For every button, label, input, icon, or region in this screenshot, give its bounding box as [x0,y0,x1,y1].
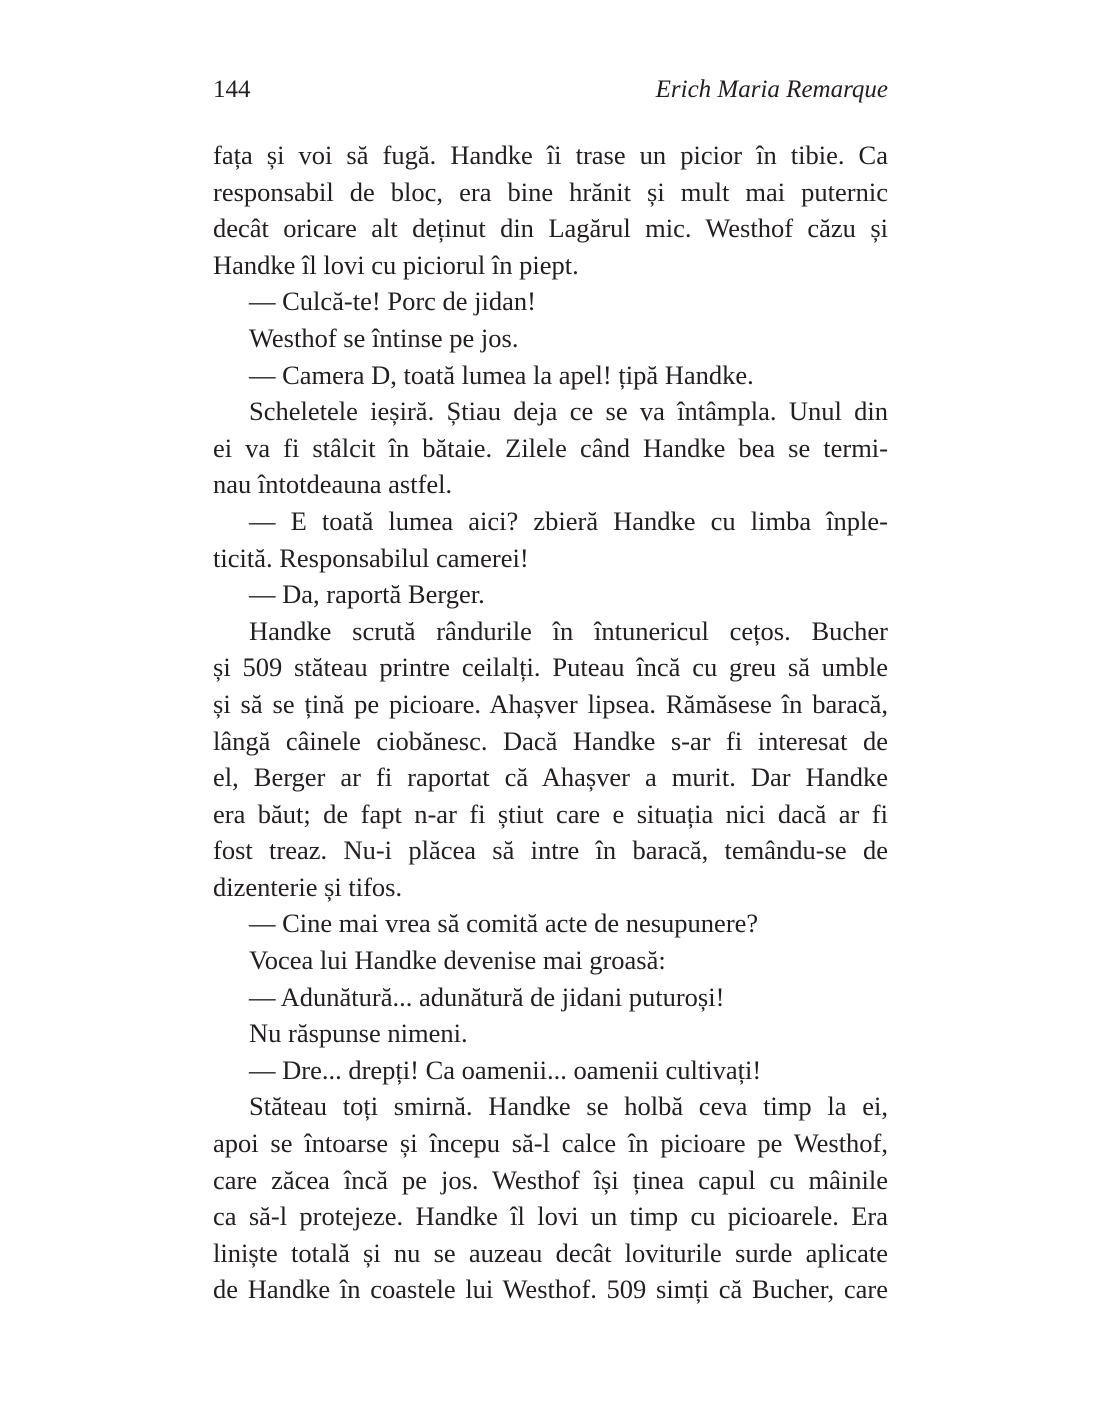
text-line: și să se țină pe picioare. Ahașver lipsea. Rămăsese în baracă, [213,688,888,719]
text-line: Westhof se întinse pe jos. [249,322,519,353]
text-line: Handke îl lovi cu piciorul în piept. [213,249,579,280]
text-line: fața și voi să fugă. Handke îi trase un picior în tibie. Ca [213,140,888,170]
text-line: care zăcea încă pe jos. Westhof își ținea capul cu mâinile [213,1164,888,1195]
text-line: dizenterie și tifos. [213,871,403,902]
text-line: — Da, raportă Berger. [249,579,485,610]
text-line: Scheletele ieșiră. Știau deja ce se va întâmpla. Unul din [249,396,888,427]
body-text [213,137,888,1308]
text-line: — E toată lumea aici? zbieră Handke cu limba înple- [249,505,888,536]
text-line: liniște totală și nu se auzeau decât loviturile surde aplicate [213,1237,888,1268]
text-line: — Cine mai vrea să comită acte de nesupunere? [249,908,759,939]
text-line: Handke scrută rândurile în întunericul cețos. Bucher [249,615,888,646]
text-line: fost treaz. Nu-i plăcea să intre în baracă, temându-se de [213,835,888,866]
text-line: era băut; de fapt n-ar fi știut care e situația nici dacă ar fi [213,798,888,829]
text-line: decât oricare alt deținut din Lagărul mic. Westhof căzu și [213,213,888,244]
text-line: de Handke în coastele lui Westhof. 509 simți că Bucher, care [213,1274,888,1305]
text-line: nau întotdeauna astfel. [213,469,453,500]
text-line: — Camera D, toată lumea la apel! țipă Handke. [249,359,754,390]
text-line: responsabil de bloc, era bine hrănit și mult mai puternic [213,176,888,207]
text-line: — Culcă-te! Porc de jidan! [249,286,536,317]
text-line: Nu răspunse nimeni. [249,1018,468,1049]
text-line: — Adunătură... adunătură de jidani puturoși! [249,981,725,1012]
text-line: ei va fi stâlcit în bătaie. Zilele când Handke bea se termi- [213,432,888,463]
text-line: — Dre... drepți! Ca oamenii... oamenii cultivați! [249,1054,762,1085]
text-line: ca să-l protejeze. Handke îl lovi un timp cu picioarele. Era [213,1201,888,1232]
text-line: și 509 stăteau printre ceilalți. Puteau încă cu greu să umble [213,652,888,683]
page-number: 144 [213,76,251,103]
text-line: el, Berger ar fi raportat că Ahașver a murit. Dar Handke [213,762,888,793]
running-head: Erich Maria Remarque [655,76,888,103]
text-line: lângă câinele ciobănesc. Dacă Handke s-ar fi interesat de [213,725,888,756]
text-line: ticită. Responsabilul camerei! [213,542,529,573]
text-line: Vocea lui Handke devenise mai groasă: [249,945,666,976]
text-line: apoi se întoarse și începu să-l calce în picioare pe Westhof, [213,1128,888,1159]
text-line: Stăteau toți smirnă. Handke se holbă ceva timp la ei, [249,1091,888,1122]
